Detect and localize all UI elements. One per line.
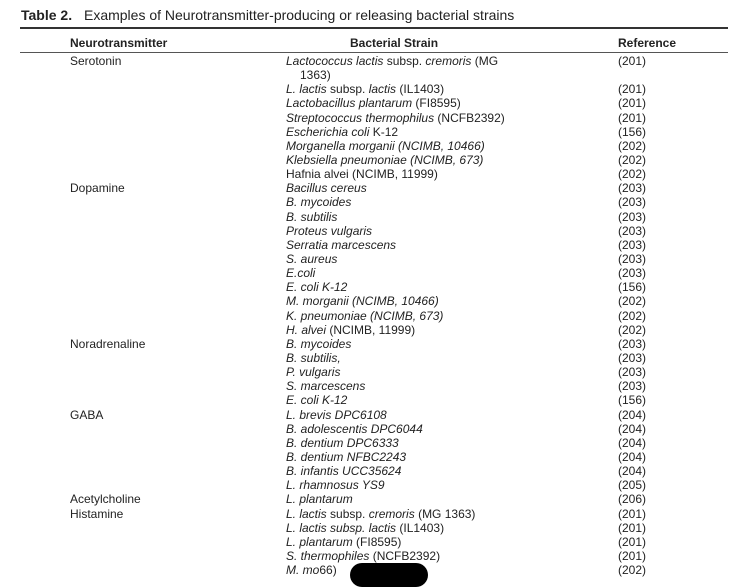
strain-cell <box>286 351 341 365</box>
strain-text-part: subsp. <box>383 54 426 68</box>
table-row <box>0 195 750 209</box>
table-row <box>0 111 750 125</box>
strain-cell <box>286 323 415 337</box>
neurotransmitter-cell: Noradrenaline <box>70 336 146 351</box>
strain-cell <box>286 309 443 323</box>
strain-text-part: B. adolescentis DPC6044 <box>286 421 423 436</box>
strain-cell <box>286 195 351 209</box>
reference-cell: (201) <box>618 82 647 97</box>
table-row <box>0 82 750 96</box>
strain-cell <box>286 252 337 266</box>
table-row <box>0 309 750 323</box>
strain-text-part: S. aureus <box>286 251 338 266</box>
reference-cell: (202) <box>618 563 647 578</box>
strain-text-part: B. subtilis <box>286 209 338 224</box>
table-row <box>0 266 750 280</box>
table-body <box>0 54 750 577</box>
table-row <box>0 535 750 549</box>
strain-cell <box>286 210 337 224</box>
strain-text-part: P. vulgaris <box>286 365 341 380</box>
reference-cell: (156) <box>618 280 647 295</box>
reference-cell: (203) <box>618 195 647 210</box>
strain-text-part: L. lactis subsp. lactis <box>286 520 397 535</box>
strain-cell <box>286 224 372 238</box>
reference-cell: (202) <box>618 167 647 182</box>
strain-cell <box>286 422 423 436</box>
table-row <box>0 337 750 351</box>
strain-text-part: L. lactis <box>286 506 327 521</box>
reference-cell: (202) <box>618 138 647 153</box>
strain-cell <box>286 408 387 422</box>
reference-cell: (205) <box>618 478 647 493</box>
strain-text-part: E.coli <box>286 266 316 281</box>
strain-text-part: Escherichia coli <box>286 124 370 139</box>
strain-cell <box>286 54 499 83</box>
strain-text-part: L. plantarum <box>286 492 353 507</box>
strain-text-part: M. mo <box>286 563 320 578</box>
column-header-bacterial-strain: Bacterial Strain <box>350 36 439 50</box>
strain-cell <box>286 111 505 125</box>
strain-text-part: Serratia marcescens <box>286 237 397 252</box>
reference-cell: (206) <box>618 492 647 507</box>
neurotransmitter-cell: Histamine <box>70 506 124 521</box>
strain-text-part: (FI8595) <box>412 96 461 111</box>
reference-cell: (203) <box>618 223 647 238</box>
strain-cell <box>286 521 444 535</box>
strain-text-part: (NCFB2392) <box>369 548 441 563</box>
strain-text-part: B. subtilis, <box>286 350 341 365</box>
strain-cell <box>286 139 485 153</box>
table-row <box>0 507 750 521</box>
strain-cell <box>286 436 399 450</box>
strain-cell <box>286 82 444 96</box>
table-row <box>0 492 750 506</box>
strain-text-part: L. brevis DPC6108 <box>286 407 387 422</box>
strain-cell <box>286 337 351 351</box>
table-row <box>0 181 750 195</box>
reference-cell: (201) <box>618 534 647 549</box>
table-row <box>0 167 750 181</box>
reference-cell: (201) <box>618 506 647 521</box>
strain-text-part: E. coli K-12 <box>286 280 348 295</box>
table-row <box>0 280 750 294</box>
strain-text-part: S. marcescens <box>286 379 366 394</box>
reference-cell: (203) <box>618 336 647 351</box>
reference-cell: (204) <box>618 449 647 464</box>
reference-cell: (156) <box>618 393 647 408</box>
table-row <box>0 252 750 266</box>
strain-text-part: K-12 <box>369 124 399 139</box>
reference-cell: (203) <box>618 251 647 266</box>
header-rule <box>20 52 728 53</box>
neurotransmitter-cell: GABA <box>70 407 104 422</box>
strain-text-part: (NCIMB, 11999) <box>326 322 416 337</box>
table-row <box>0 125 750 139</box>
strain-text-part: B. dentium NFBC2243 <box>286 449 407 464</box>
reference-cell: (203) <box>618 181 647 196</box>
strain-text-part: lactis <box>368 82 397 97</box>
strain-cell <box>286 96 461 110</box>
strain-text-part: (NCFB2392) <box>434 110 505 125</box>
table-row <box>0 153 750 167</box>
strain-cell <box>286 379 365 393</box>
table-row <box>0 54 750 82</box>
strain-text-part: S. thermophiles <box>286 548 370 563</box>
reference-cell: (204) <box>618 421 647 436</box>
strain-text-part: (MG 1363) <box>414 506 476 521</box>
strain-text-part: 66) <box>319 563 337 578</box>
table-row <box>0 408 750 422</box>
reference-cell: (201) <box>618 54 647 68</box>
table-row <box>0 365 750 379</box>
strain-text-part: B. mycoides <box>286 195 352 210</box>
strain-cell <box>286 478 385 492</box>
strain-cell <box>286 280 347 294</box>
reference-cell: (204) <box>618 407 647 422</box>
table-row <box>0 224 750 238</box>
strain-cell <box>286 365 340 379</box>
strain-cell <box>286 507 475 521</box>
strain-text-part: L. rhamnosus YS9 <box>286 478 385 493</box>
strain-text-part: (IL1403) <box>396 520 445 535</box>
strain-text-part: subsp. <box>326 82 369 97</box>
table-caption <box>21 7 514 23</box>
strain-text-part: L. plantarum <box>286 534 353 549</box>
table-row <box>0 379 750 393</box>
strain-cell <box>286 238 396 252</box>
reference-cell: (201) <box>618 520 647 535</box>
table-row <box>0 96 750 110</box>
strain-cell <box>286 153 483 167</box>
strain-text-part: Morganella morganii (NCIMB, 10466) <box>286 138 485 153</box>
strain-cell <box>286 563 337 577</box>
strain-text-part: H. alvei <box>286 322 327 337</box>
reference-cell: (203) <box>618 237 647 252</box>
table-row <box>0 294 750 308</box>
table-row <box>0 351 750 365</box>
reference-cell: (203) <box>618 379 647 394</box>
table-row <box>0 464 750 478</box>
reference-cell: (156) <box>618 124 647 139</box>
reference-cell: (201) <box>618 96 647 111</box>
strain-text-part: (MG <box>471 54 499 68</box>
table-row <box>0 393 750 407</box>
strain-text-part: Lactobacillus plantarum <box>286 96 413 111</box>
reference-cell: (202) <box>618 153 647 167</box>
table-row <box>0 478 750 492</box>
strain-cell <box>286 464 401 478</box>
top-rule <box>20 27 728 29</box>
strain-cell <box>286 549 440 563</box>
strain-text-part: E. coli K-12 <box>286 393 348 408</box>
reference-cell: (201) <box>618 548 647 563</box>
table-row <box>0 323 750 337</box>
strain-cell <box>286 492 353 506</box>
strain-text-part: B. dentium DPC6333 <box>286 435 399 450</box>
strain-text-part: B. infantis UCC35624 <box>286 464 402 479</box>
table-row <box>0 436 750 450</box>
strain-cell <box>286 266 315 280</box>
table-row <box>0 450 750 464</box>
neurotransmitter-cell: Dopamine <box>70 181 125 196</box>
strain-cell <box>286 181 367 195</box>
neurotransmitter-cell: Serotonin <box>70 54 122 68</box>
strain-text-part: L. lactis <box>286 82 327 97</box>
strain-cell <box>286 167 438 181</box>
strain-text-part: Streptococcus thermophilus <box>286 110 435 125</box>
table-row <box>0 139 750 153</box>
reference-cell: (204) <box>618 435 647 450</box>
strain-cell <box>286 450 406 464</box>
strain-cell <box>286 125 398 139</box>
strain-text-part: K. pneumoniae (NCIMB, 673) <box>286 308 444 323</box>
table-row <box>0 422 750 436</box>
strain-text-part: subsp. <box>326 506 369 521</box>
strain-text-part: Klebsiella pneumoniae (NCIMB, 673) <box>286 153 484 167</box>
strain-text-part: (FI8595) <box>352 534 402 549</box>
strain-continuation: 1363) <box>300 68 331 83</box>
reference-cell: (203) <box>618 266 647 281</box>
strain-cell <box>286 535 401 549</box>
strain-text-part: cremoris <box>368 506 415 521</box>
strain-text-part: (IL1403) <box>396 82 445 97</box>
table-row <box>0 549 750 563</box>
table-label: Table 2. <box>21 7 73 23</box>
neurotransmitter-cell: Acetylcholine <box>70 492 141 507</box>
reference-cell: (203) <box>618 209 647 224</box>
strain-text-part: Hafnia alvei (NCIMB, 11999) <box>286 167 438 182</box>
reference-cell: (203) <box>618 350 647 365</box>
reference-cell: (201) <box>618 110 647 125</box>
strain-text-part: Bacillus cereus <box>286 181 367 196</box>
strain-cell <box>286 393 347 407</box>
column-header-neurotransmitter: Neurotransmitter <box>70 36 168 50</box>
table-row <box>0 238 750 252</box>
strain-text-part: Lactococcus lactis <box>286 54 384 68</box>
strain-text-part: M. morganii (NCIMB, 10466) <box>286 294 439 309</box>
reference-cell: (202) <box>618 322 647 337</box>
strain-text-part: Proteus vulgaris <box>286 223 373 238</box>
strain-text-part: B. mycoides <box>286 336 352 351</box>
reference-cell: (202) <box>618 308 647 323</box>
table-title: Examples of Neurotransmitter-producing or releasing bacterial strains <box>83 7 515 23</box>
strain-cell <box>286 294 439 308</box>
column-header-reference: Reference <box>618 36 677 50</box>
strain-text-part: cremoris <box>425 54 472 68</box>
redaction-overlay <box>350 563 428 587</box>
reference-cell: (204) <box>618 464 647 479</box>
reference-cell: (203) <box>618 365 647 380</box>
table-row <box>0 521 750 535</box>
table-row <box>0 210 750 224</box>
reference-cell: (202) <box>618 294 647 309</box>
